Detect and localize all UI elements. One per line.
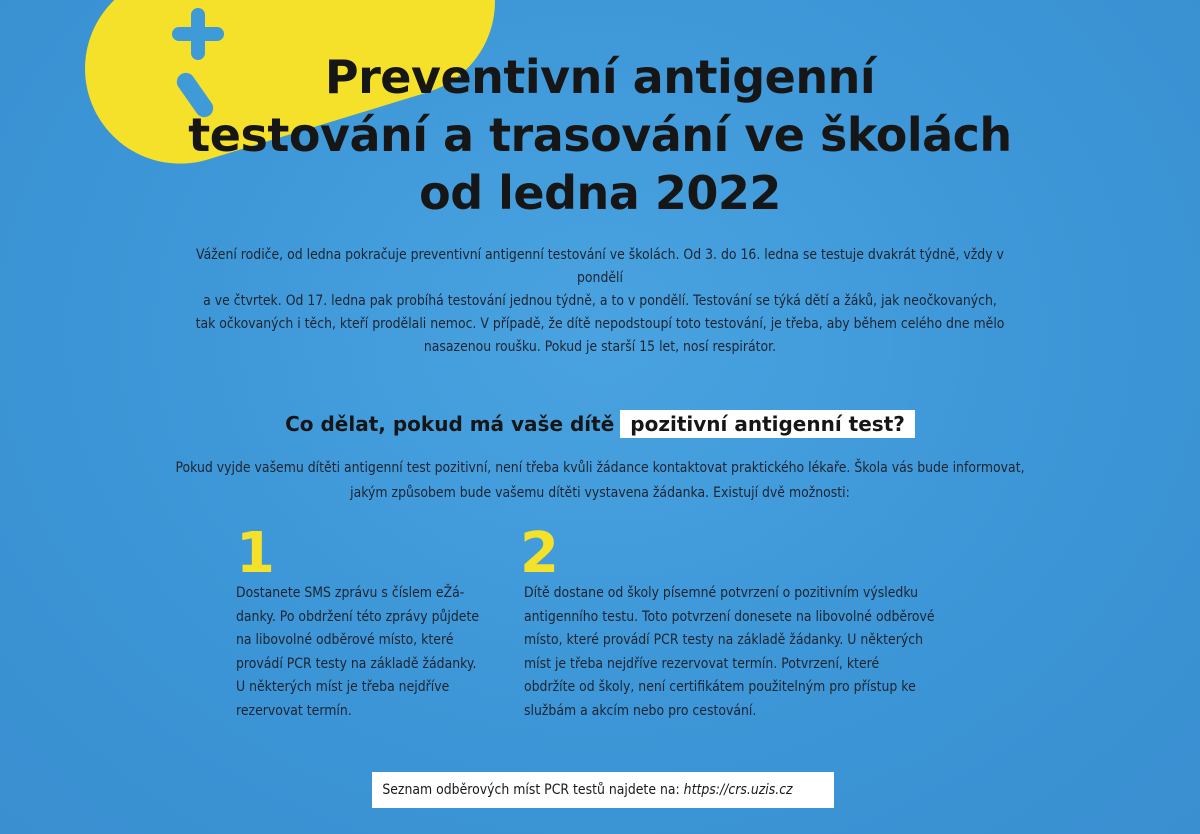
option-number-1: 1 xyxy=(236,521,275,586)
option-2-line: Dítě dostane od školy písemné potvrzení o pozitivním výsledku xyxy=(524,585,919,601)
section-intro-line-2: jakým způsobem bude vašemu dítěti vystavena žádanka. Existují dvě možnosti: xyxy=(350,485,850,501)
option-2-line: antigenního testu. Toto potvrzení donesete na libovolné odběrové xyxy=(524,608,935,625)
section-heading-highlight: pozitivní antigenní test? xyxy=(620,410,915,438)
option-2-text xyxy=(524,582,954,723)
option-1-line: U některých míst je třeba nejdříve xyxy=(236,679,450,695)
option-number-2: 2 xyxy=(520,521,559,586)
option-2-line: míst je třeba nejdříve rezervovat termín. Potvrzení, které xyxy=(524,655,880,672)
option-1-text xyxy=(236,582,494,723)
option-1-line: rezervovat termín. xyxy=(236,702,352,719)
option-1-line: provádí PCR testy na základě žádanky. xyxy=(236,655,477,672)
section-heading-prefix: Co dělat, pokud má vaše dítě xyxy=(285,412,615,436)
option-2-line: obdržíte od školy, není certifikátem použitelným pro přístup ke xyxy=(524,679,916,695)
section-intro-line-1: Pokud vyjde vašemu dítěti antigenní test pozitivní, není třeba kvůli žádance kontaktovat praktického lékaře. Škola vás bude informovat, xyxy=(175,460,1025,476)
title-line-3: od ledna 2022 xyxy=(419,166,781,220)
footer-url-link[interactable]: https://crs.uzis.cz xyxy=(683,782,793,798)
option-2-line: službám a akcím nebo pro cestování. xyxy=(524,702,757,719)
intro-line-2: a ve čtvrtek. Od 17. ledna pak probíhá testování jednou týdně, a to v pondělí. Testování se týká dětí a žáků, jak neočkovaných, xyxy=(203,293,997,309)
title-line-2: testování a trasování ve školách xyxy=(188,108,1012,162)
footer-label: Seznam odběrových míst PCR testů najdete na: xyxy=(382,782,680,798)
intro-line-1: Vážení rodiče, od ledna pokračuje preventivní antigenní testování ve školách. Od 3. do 16. ledna se testuje dvakrát týdně, vždy v pondělí xyxy=(196,247,1004,286)
option-1-line: Dostanete SMS zprávu s číslem eŽá- xyxy=(236,585,465,601)
option-2-line: místo, které provádí PCR testy na základě žádanky. U některých xyxy=(524,632,923,648)
section-heading xyxy=(0,410,1200,438)
footer-note xyxy=(372,772,847,808)
page-title xyxy=(0,48,1200,222)
option-1-line: na libovolné odběrové místo, které xyxy=(236,632,454,648)
title-line-1: Preventivní antigenní xyxy=(324,50,876,104)
intro-paragraph xyxy=(187,244,1013,359)
intro-line-4: nasazenou roušku. Pokud je starší 15 let, nosí respirátor. xyxy=(423,339,777,355)
intro-line-3: tak očkovaných i těch, kteří prodělali nemoc. V případě, že dítě nepodstoupí toto testování, je třeba, aby během celého dne mělo xyxy=(195,316,1005,332)
section-intro xyxy=(170,456,1030,506)
option-1-line: danky. Po obdržení této zprávy půjdete xyxy=(236,608,480,625)
